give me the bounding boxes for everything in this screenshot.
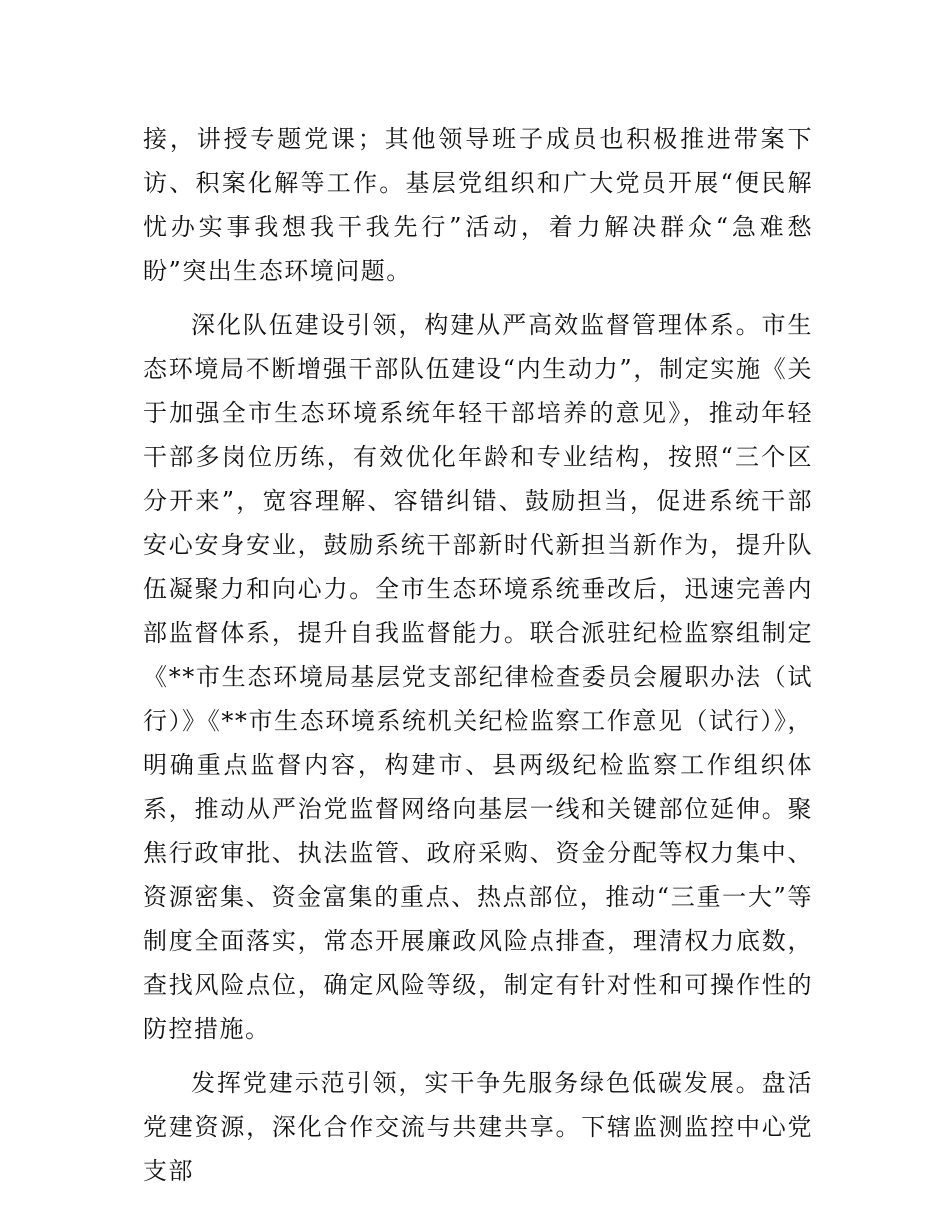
document-body: [143, 117, 813, 1193]
paragraph-1: 接，讲授专题党课；其他领导班子成员也积极推进带案下访、积案化解等工作。基层党组织和广大党员开展“便民解忧办实事我想我干我先行”活动，着力解决群众“急难愁盼”突出生态环境问题。: [143, 125, 813, 285]
paragraph-2: 深化队伍建设引领，构建从严高效监督管理体系。市生态环境局不断增强干部队伍建设“内生动力”，制定实施《关于加强全市生态环境系统年轻干部培养的意见》，推动年轻干部多岗位历练，有效优化年龄和专业结构，按照“三个区分开来”，宽容理解、容错纠错、鼓励担当，促进系统干部安心安身安业，鼓励系统干部新时代新担当新作为，提升队伍凝聚力和向心力。全市生态环境系统垂改后，迅速完善内部监督体系，提升自我监督能力。联合派驻纪检监察组制定《**市生态环境局基层党支部纪律检查委员会履职办法（试行）》《**市生态环境系统机关纪检监察工作意见（试行）》，明确重点监督内容，构建市、县两级纪检监察工作组织体系，推动从严治党监督网络向基层一线和关键部位延伸。聚焦行政审批、执法监管、政府采购、资金分配等权力集中、资源密集、资金富集的重点、热点部位，推动“三重一大”等制度全面落实，常态开展廉政风险点排查，理清权力底数，查找风险点位，确定风险等级，制定有针对性和可操作性的防控措施。: [143, 311, 813, 1043]
paragraph-3: 发挥党建示范引领，实干争先服务绿色低碳发展。盘活党建资源，深化合作交流与共建共享。下辖监测监控中心党支部: [143, 1069, 813, 1185]
